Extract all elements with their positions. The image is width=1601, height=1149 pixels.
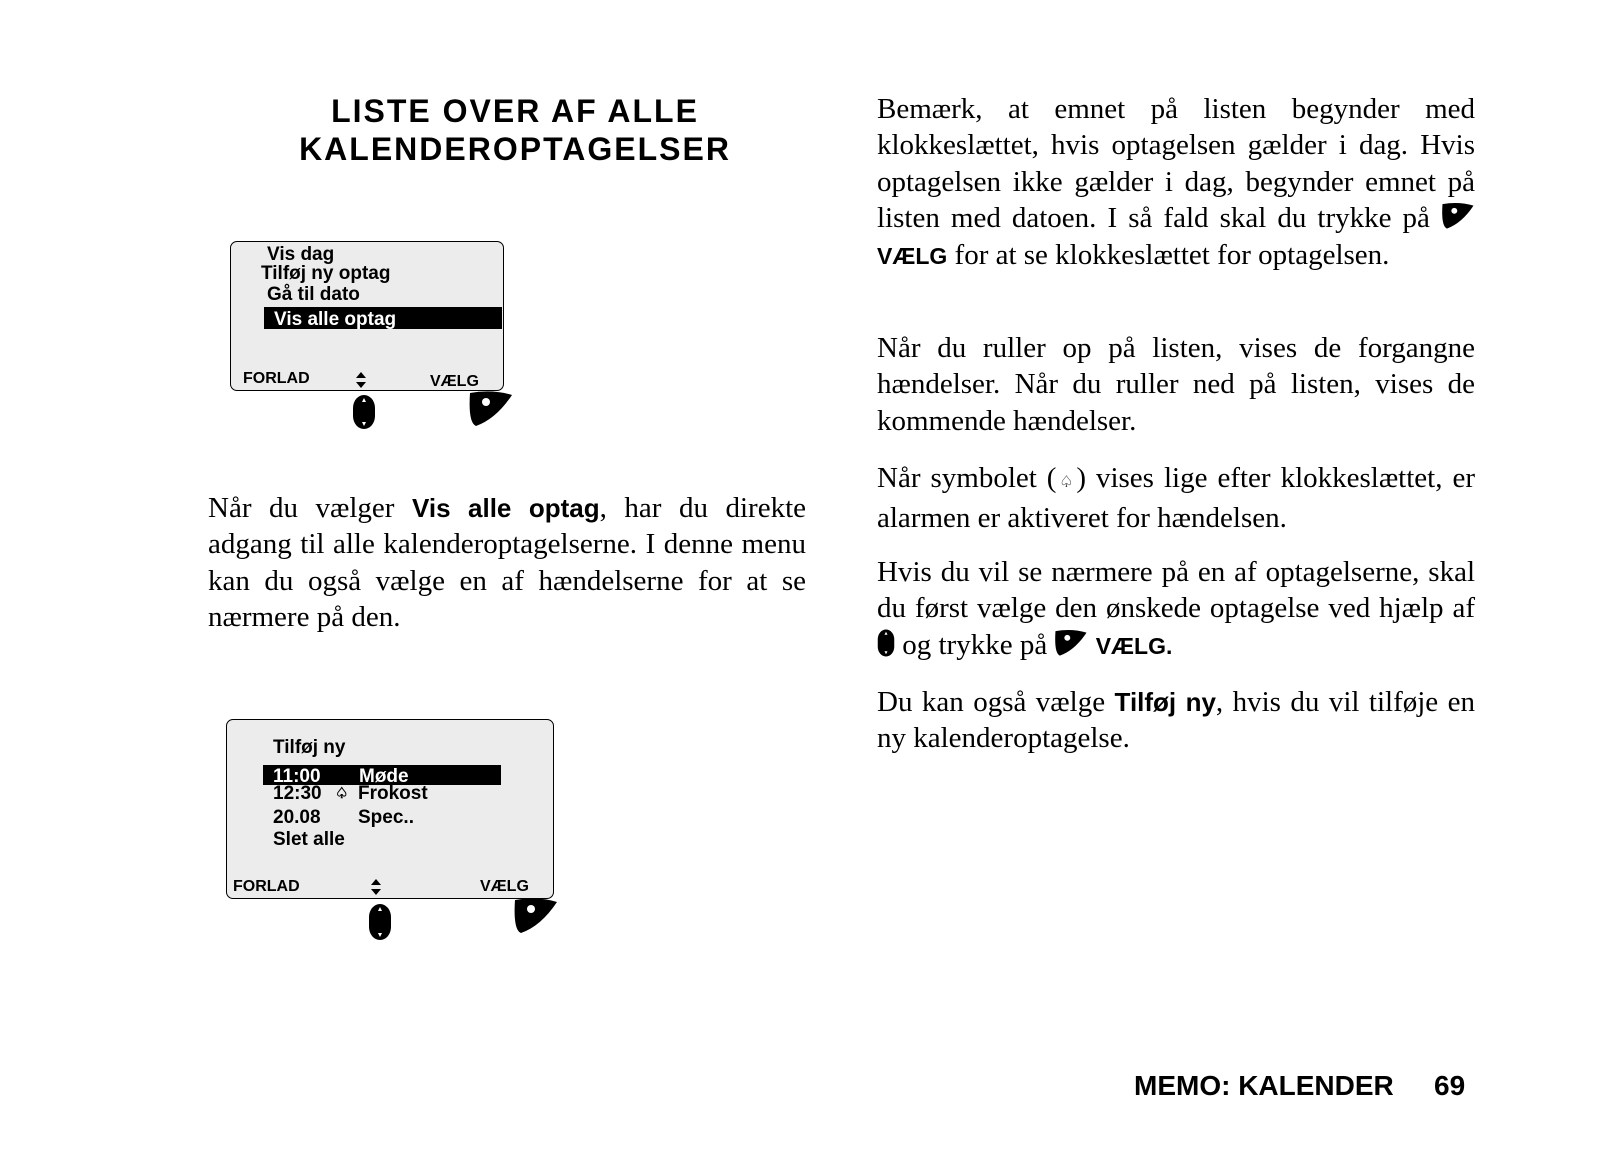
p1-vaelg-label: VÆLG	[877, 242, 948, 269]
p4-text-a: Hvis du vil se nærmere på en af optagelserne, skal du først vælge den ønskede optagelse ved hjælp af	[877, 556, 1475, 625]
scroll-key-icon[interactable]	[368, 903, 392, 941]
p1-text-a: Bemærk, at emnet på listen begynder med klokkeslættet, hvis optagelsen gælder i dag. Hvis optagelsen ikke gælder i dag, begynder emnet på listen med datoen. I så fald skal du trykke på	[877, 93, 1475, 235]
soft-key-vaelg-label: VÆLG	[430, 373, 479, 390]
right-paragraph-5	[877, 684, 1475, 757]
list-row-label: Frokost	[358, 783, 428, 804]
p3-text-a: Når symbolet (	[877, 462, 1057, 494]
menu-item-vis-alle: Vis alle optag	[274, 309, 397, 330]
phone-screen-list	[226, 719, 554, 899]
p3-text-b: ) vises lige efter klokkeslættet, er alarmen er aktiveret for hændelsen.	[877, 462, 1475, 535]
p5-text-b: , hvis du vil tilføje en ny kalenderoptagelse.	[877, 686, 1475, 755]
left-paragraph	[208, 490, 806, 636]
list-row-time: 20.08	[273, 807, 321, 828]
p4-text-b: og trykke på	[902, 628, 1048, 661]
right-paragraph-3	[877, 460, 1475, 537]
alarm-bell-icon: ♤	[335, 785, 349, 802]
menu-item-tilfoej: Tilføj ny optag	[261, 263, 391, 284]
p4-vaelg-label: VÆLG.	[1095, 632, 1173, 659]
page-number: 69	[1434, 1070, 1466, 1101]
soft-key-forlad-label: FORLAD	[233, 878, 300, 895]
alarm-bell-icon: ♤	[1056, 472, 1077, 491]
right-paragraph-1	[877, 91, 1475, 274]
scroll-key-icon[interactable]	[352, 394, 376, 430]
soft-key-vaelg-label: VÆLG	[480, 878, 529, 895]
list-row-time: 12:30	[273, 783, 322, 804]
p5-text-a: Du kan også vælge	[877, 686, 1115, 718]
menu-item-vis-dag: Vis dag	[267, 244, 335, 265]
heading-line-2: KALENDEROPTAGELSER	[299, 131, 731, 167]
list-header-tilfoej-ny: Tilføj ny	[273, 737, 346, 758]
right-paragraph-2: Når du ruller op på listen, vises de forgangne hændelser. Når du ruller ned på listen, vises de kommende hændelser.	[877, 332, 1475, 437]
footer-section-title: MEMO: KALENDER	[1134, 1070, 1394, 1101]
menu-item-selected-bar	[264, 307, 502, 329]
phone-screen-menu	[230, 241, 504, 391]
select-key-icon[interactable]	[513, 896, 559, 936]
select-key-icon[interactable]	[468, 389, 514, 429]
scroll-key-icon	[877, 628, 895, 658]
left-text-bold: Vis alle optag	[411, 493, 600, 523]
left-text-after: , har du direkte adgang til alle kalenderoptagelserne. I denne menu kan du også vælge en af hændelserne for at se nærmere på den.	[208, 492, 807, 634]
left-text-before: Når du vælger	[208, 492, 412, 524]
p1-text-b: for at se klokkeslættet for optagelsen.	[954, 238, 1390, 271]
soft-key-forlad-label: FORLAD	[243, 370, 310, 387]
select-key-icon	[1054, 628, 1088, 658]
list-row-label: Spec..	[358, 807, 414, 828]
list-row-time: 11:00	[273, 766, 321, 787]
list-item-slet-alle: Slet alle	[273, 829, 345, 850]
list-row-selected	[263, 765, 501, 785]
list-row-label: Møde	[359, 766, 409, 787]
select-key-icon	[1441, 201, 1475, 231]
scroll-arrows-icon	[369, 879, 383, 897]
p5-text-bold: Tilføj ny	[1114, 687, 1216, 717]
scroll-arrows-icon	[354, 372, 368, 390]
right-paragraph-4	[877, 554, 1475, 664]
page-heading	[210, 92, 820, 168]
menu-item-gaa-til-dato: Gå til dato	[267, 284, 360, 305]
heading-line-1: LISTE OVER AF ALLE	[331, 93, 699, 129]
